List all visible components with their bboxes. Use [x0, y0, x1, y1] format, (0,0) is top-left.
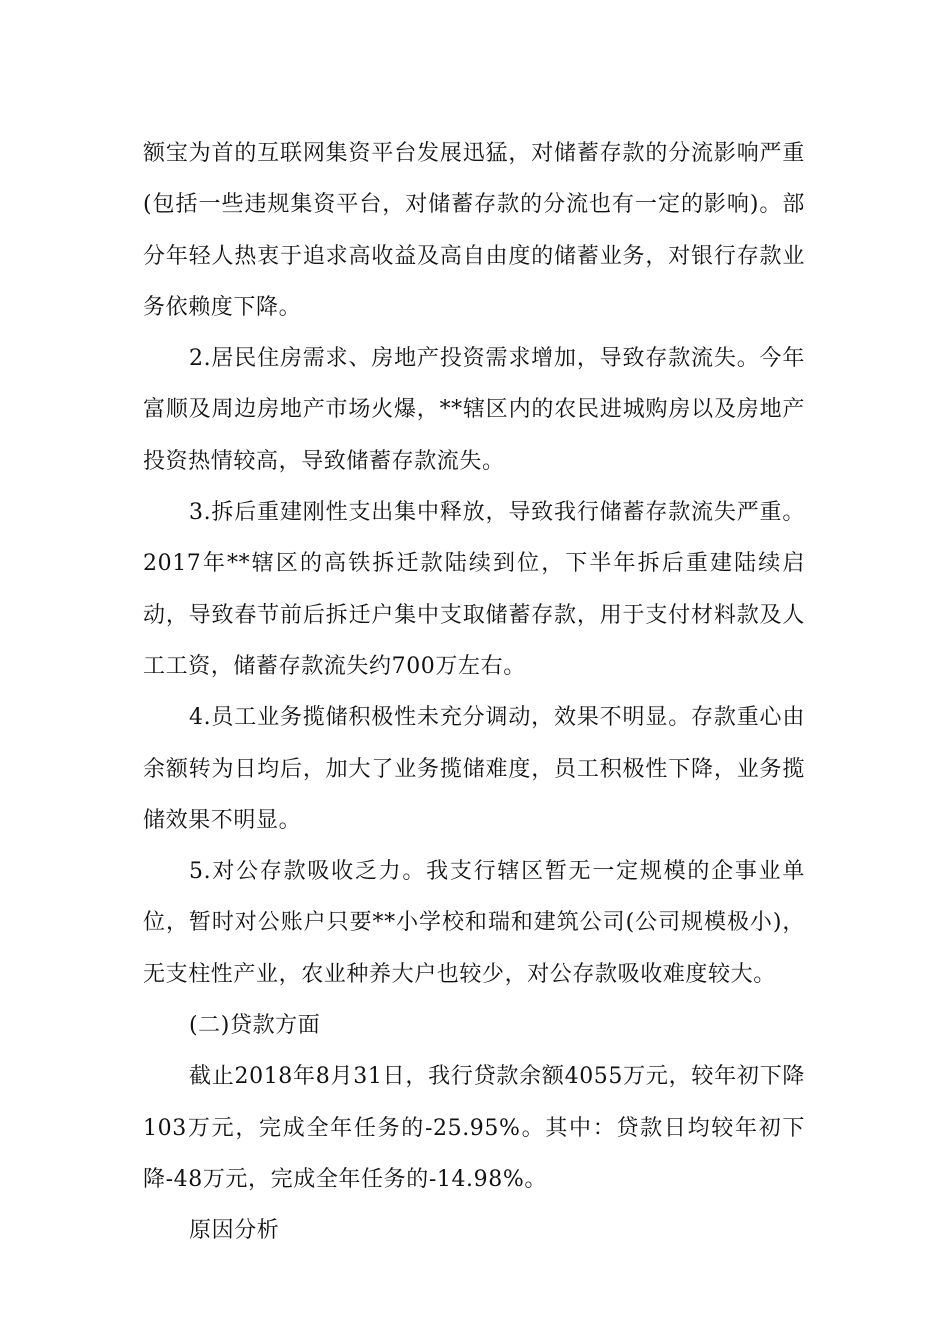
paragraph-2: 2.居民住房需求、房地产投资需求增加，导致存款流失。今年富顺及周边房地产市场火爆，**辖区内的农民进城购房以及房地产投资热情较高，导致储蓄存款流失。	[143, 346, 805, 474]
paragraph-4: 4.员工业务揽储积极性未充分调动，效果不明显。存款重心由余额转为日均后，加大了业务揽储难度，员工积极性下降，业务揽储效果不明显。	[143, 705, 805, 833]
document-body	[143, 128, 805, 1257]
paragraph-1: 额宝为首的互联网集资平台发展迅猛，对储蓄存款的分流影响严重(包括一些违规集资平台，对储蓄存款的分流也有一定的影响)。部分年轻人热衷于追求高收益及高自由度的储蓄业务，对银行存款业务依赖度下降。	[143, 141, 805, 320]
paragraph-3: 3.拆后重建刚性支出集中释放，导致我行储蓄存款流失严重。2017年**辖区的高铁拆迁款陆续到位，下半年拆后重建陆续启动，导致春节前后拆迁户集中支取储蓄存款，用于支付材料款及人工工资，储蓄存款流失约700万左右。	[143, 500, 805, 679]
section-heading-cause-analysis: 原因分析	[189, 1218, 280, 1244]
section-heading-loans: (二)贷款方面	[189, 1013, 321, 1039]
paragraph-loans: 截止2018年8月31日，我行贷款余额4055万元，较年初下降103万元，完成全年任务的-25.95%。其中：贷款日均较年初下降-48万元，完成全年任务的-14.98%。	[143, 1064, 805, 1192]
paragraph-5: 5.对公存款吸收乏力。我支行辖区暂无一定规模的企事业单位，暂时对公账户只要**小学校和瑞和建筑公司(公司规模极小)，无支柱性产业，农业种养大户也较少，对公存款吸收难度较大。	[143, 859, 805, 987]
